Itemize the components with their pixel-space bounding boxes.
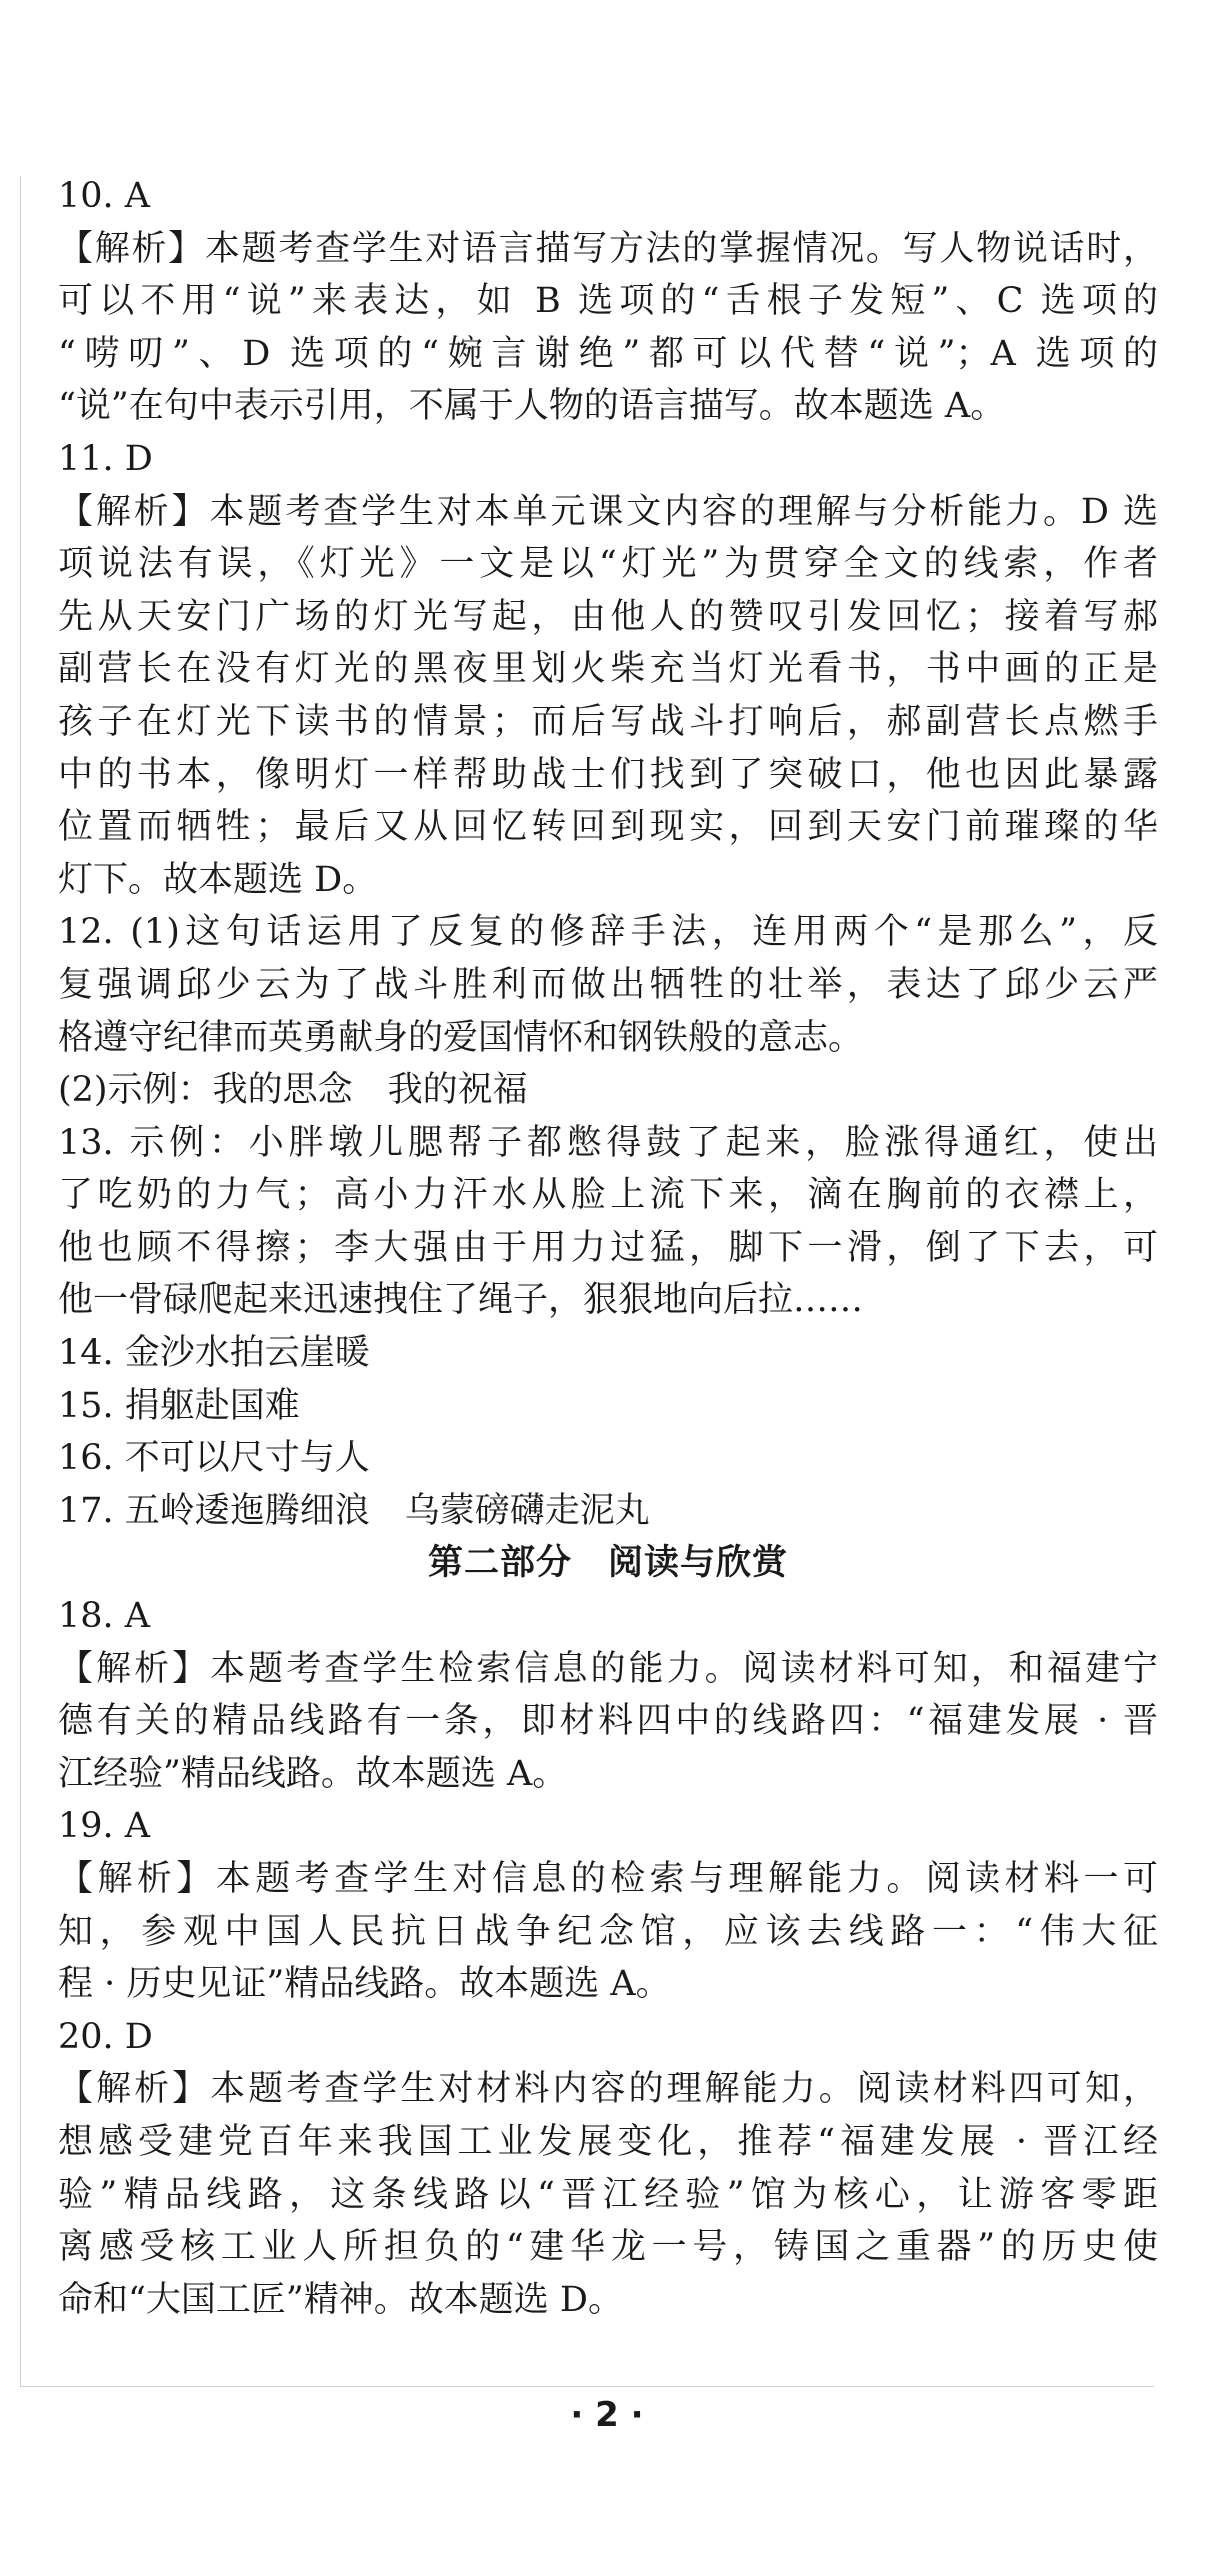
text-line: 复强调邱少云为了战斗胜利而做出牺牲的壮举，表达了邱少云严 bbox=[58, 964, 1158, 1005]
text-line: 项说法有误，《灯光》一文是以“灯光”为贯穿全文的线索，作者 bbox=[58, 544, 1158, 585]
text-line: (2)示例：我的思念 我的祝福 bbox=[58, 1070, 528, 1111]
text-line: 知，参观中国人民抗日战争纪念馆，应该去线路一：“伟大征 bbox=[58, 1911, 1158, 1952]
text-line: 他也顾不得擦；李大强由于用力过猛，脚下一滑，倒了下去，可 bbox=[58, 1227, 1158, 1268]
text-line: “说”在句中表示引用，不属于人物的语言描写。故本题选 A。 bbox=[58, 386, 1006, 427]
text-line: 20. D bbox=[58, 2016, 153, 2057]
text-line: 先从天安门广场的灯光写起，由他人的赞叹引发回忆；接着写郝 bbox=[58, 596, 1158, 637]
section-heading: 第二部分 阅读与欣赏 bbox=[427, 1543, 788, 1584]
text-line: 14. 金沙水拍云崖暖 bbox=[58, 1333, 370, 1374]
text-line: 11. D bbox=[58, 438, 153, 479]
text-line: 灯下。故本题选 D。 bbox=[58, 859, 378, 900]
text-line: 可以不用“说”来表达，如 B 选项的“舌根子发短”、C 选项的 bbox=[58, 281, 1158, 322]
text-line: 孩子在灯光下读书的情景；而后写战斗打响后，郝副营长点燃手 bbox=[58, 701, 1158, 742]
text-line: 12. (1)这句话运用了反复的修辞手法，连用两个“是那么”，反 bbox=[58, 912, 1158, 953]
page-number: · 2 · bbox=[570, 2395, 644, 2435]
text-line: 副营长在没有灯光的黑夜里划火柴充当灯光看书，书中画的正是 bbox=[58, 649, 1158, 690]
text-line: 【解析】本题考查学生检索信息的能力。阅读材料可知，和福建宁 bbox=[58, 1648, 1158, 1689]
text-line: 【解析】本题考查学生对语言描写方法的掌握情况。写人物说话时， bbox=[58, 228, 1158, 269]
text-line: 验”精品线路，这条线路以“晋江经验”馆为核心，让游客零距 bbox=[58, 2174, 1158, 2215]
text-line: 他一骨碌爬起来迅速拽住了绳子，狠狠地向后拉…… bbox=[58, 1280, 864, 1321]
text-line: 江经验”精品线路。故本题选 A。 bbox=[58, 1753, 568, 1794]
text-line: 中的书本，像明灯一样帮助战士们找到了突破口，他也因此暴露 bbox=[58, 754, 1158, 795]
answer-content bbox=[58, 170, 1158, 2326]
text-line: 18. A bbox=[58, 1596, 151, 1637]
text-line: 【解析】本题考查学生对信息的检索与理解能力。阅读材料一可 bbox=[58, 1859, 1158, 1899]
text-line: 【解析】本题考查学生对本单元课文内容的理解与分析能力。D 选 bbox=[58, 491, 1158, 532]
text-line: 想感受建党百年来我国工业发展变化，推荐“福建发展 · 晋江经 bbox=[58, 2121, 1158, 2162]
text-line: 【解析】本题考查学生对材料内容的理解能力。阅读材料四可知， bbox=[58, 2069, 1158, 2110]
text-line: 位置而牺牲；最后又从回忆转回到现实，回到天安门前璀璨的华 bbox=[58, 807, 1158, 848]
text-line: 命和“大国工匠”精神。故本题选 D。 bbox=[58, 2279, 623, 2320]
text-line: 16. 不可以尺寸与人 bbox=[58, 1438, 370, 1479]
text-line: 离感受核工业人所担负的“建华龙一号，铸国之重器”的历史使 bbox=[58, 2227, 1158, 2268]
text-line: 程 · 历史见证”精品线路。故本题选 A。 bbox=[58, 1964, 671, 2005]
text-line: 格遵守纪律而英勇献身的爱国情怀和钢铁般的意志。 bbox=[58, 1017, 864, 1058]
text-line: 10. A bbox=[58, 176, 151, 216]
bottom-rule bbox=[20, 2386, 1154, 2387]
text-line: 17. 五岭逶迤腾细浪 乌蒙磅礴走泥丸 bbox=[58, 1490, 650, 1531]
text-line: “唠叨”、D 选项的“婉言谢绝”都可以代替“说”；A 选项的 bbox=[58, 333, 1158, 374]
left-margin-rule bbox=[20, 176, 21, 2386]
text-line: 德有关的精品线路有一条，即材料四中的线路四：“福建发展 · 晋 bbox=[58, 1701, 1158, 1742]
text-line: 19. A bbox=[58, 1806, 151, 1847]
text-line: 15. 捐躯赴国难 bbox=[58, 1385, 300, 1426]
text-line: 13. 示例：小胖墩儿腮帮子都憋得鼓了起来，脸涨得通红，使出 bbox=[58, 1122, 1158, 1163]
text-line: 了吃奶的力气；高小力汗水从脸上流下来，滴在胸前的衣襟上， bbox=[58, 1175, 1158, 1216]
